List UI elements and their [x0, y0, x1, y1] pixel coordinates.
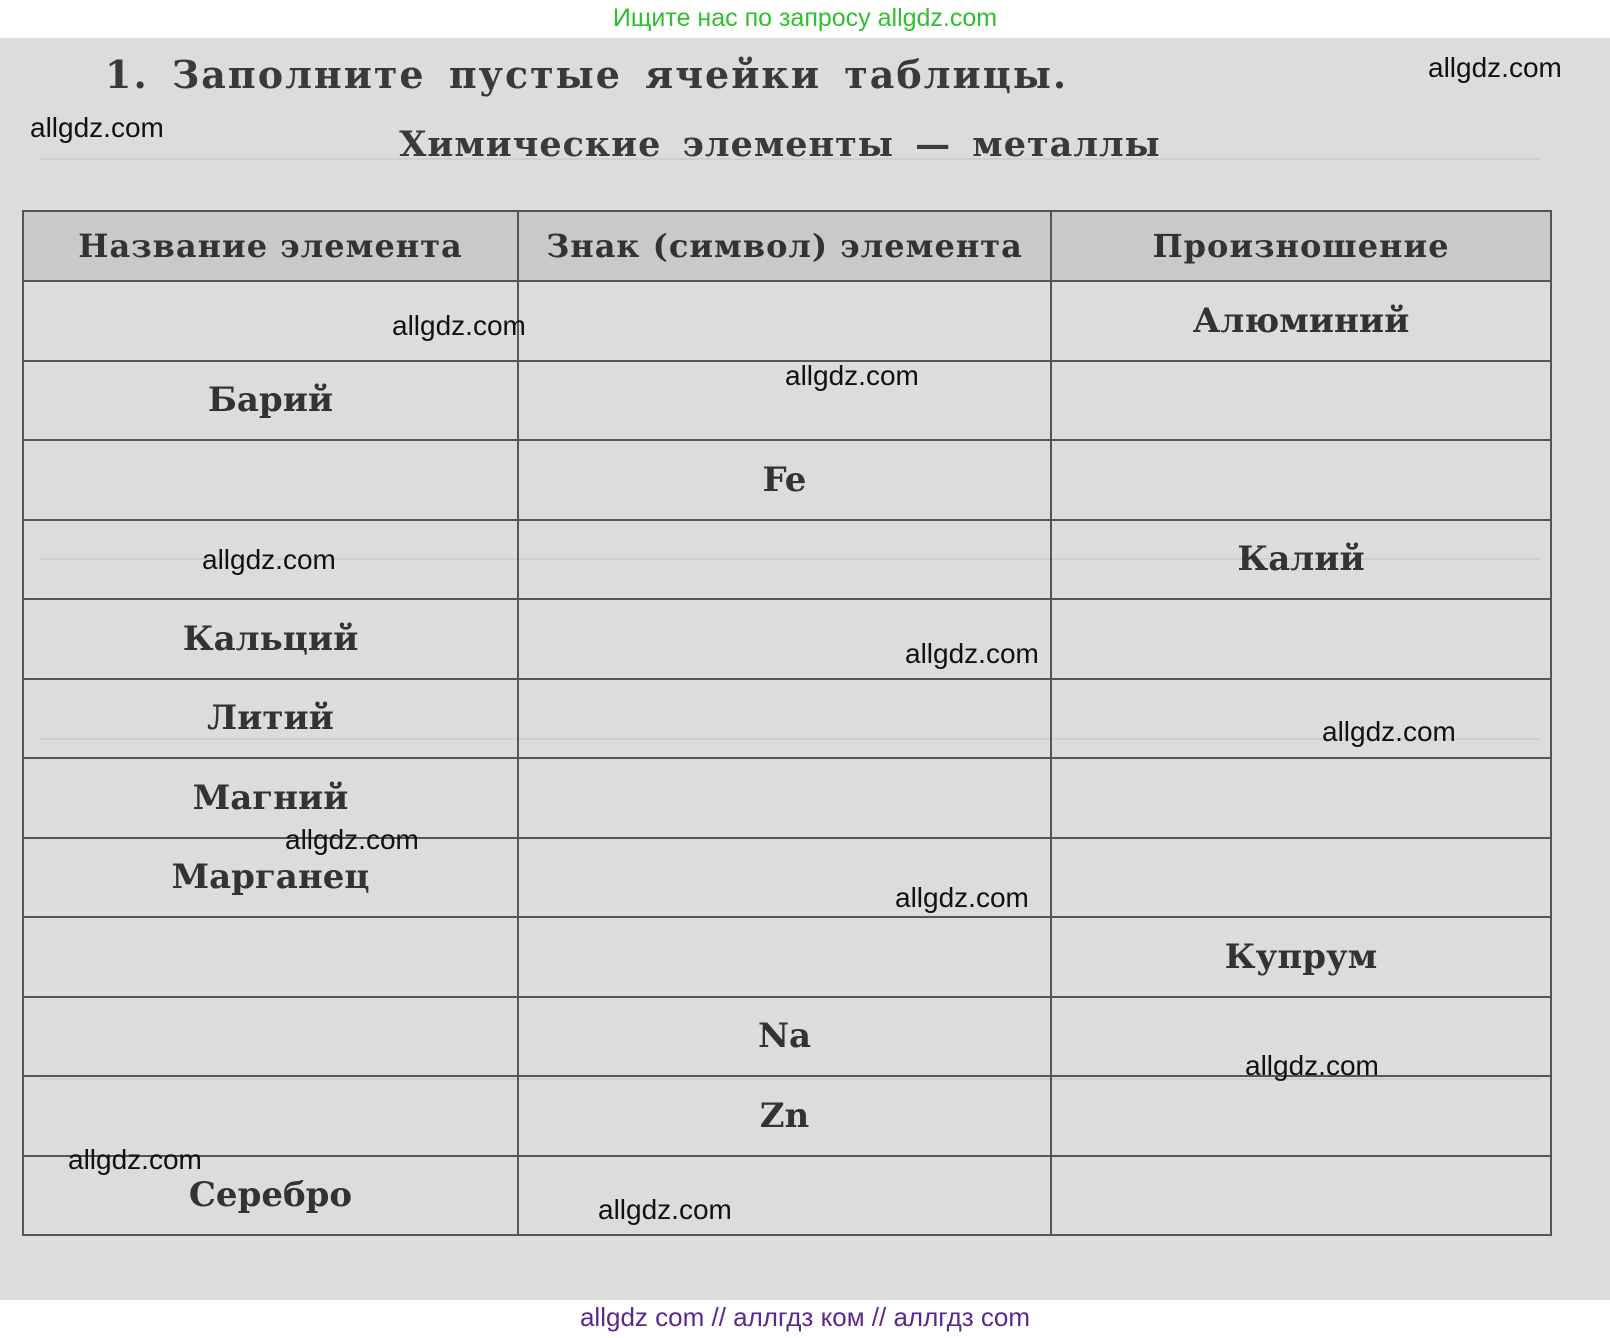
cell-pronunciation[interactable] — [1051, 838, 1551, 918]
cell-element-name: Барий — [23, 361, 518, 441]
watermark: allgdz.com — [392, 310, 526, 341]
watermark: allgdz.com — [598, 1194, 732, 1225]
bottom-banner[interactable]: allgdz com // аллгдз ком // аллгдз com — [0, 1300, 1610, 1338]
table-row — [23, 838, 1551, 918]
header-pronunciation: Произношение — [1051, 211, 1551, 281]
cell-element-symbol[interactable] — [518, 917, 1051, 997]
cell-element-name[interactable] — [23, 917, 518, 997]
cell-pronunciation[interactable] — [1051, 1156, 1551, 1236]
watermark: allgdz.com — [785, 360, 919, 391]
cell-element-name: Марганец — [23, 838, 518, 918]
task-heading: 1. Заполните пустые ячейки таблицы. — [105, 52, 1069, 97]
cell-element-symbol: Zn — [518, 1076, 1051, 1156]
table-header-row — [23, 211, 1551, 281]
cell-pronunciation[interactable] — [1051, 758, 1551, 838]
watermark: allgdz.com — [905, 638, 1039, 669]
cell-element-name: Кальций — [23, 599, 518, 679]
watermark: allgdz.com — [68, 1144, 202, 1175]
top-banner[interactable]: Ищите нас по запросу allgdz.com — [0, 0, 1610, 38]
header-element-symbol: Знак (символ) элемента — [518, 211, 1051, 281]
cell-element-symbol: Fe — [518, 440, 1051, 520]
cell-element-name[interactable] — [23, 440, 518, 520]
table-row — [23, 599, 1551, 679]
cell-pronunciation[interactable] — [1051, 1076, 1551, 1156]
cell-element-symbol[interactable] — [518, 520, 1051, 600]
cell-element-name: Магний — [23, 758, 518, 838]
cell-element-symbol[interactable] — [518, 281, 1051, 361]
table-row — [23, 281, 1551, 361]
cell-pronunciation: Алюминий — [1051, 281, 1551, 361]
cell-pronunciation[interactable] — [1051, 599, 1551, 679]
cell-pronunciation: Калий — [1051, 520, 1551, 600]
table-row — [23, 440, 1551, 520]
table-row — [23, 1076, 1551, 1156]
table-title: Химические элементы — металлы — [399, 124, 1161, 165]
table-row — [23, 917, 1551, 997]
watermark: allgdz.com — [285, 824, 419, 855]
watermark: allgdz.com — [1322, 716, 1456, 747]
cell-pronunciation[interactable] — [1051, 679, 1551, 759]
cell-element-name: Серебро — [23, 1156, 518, 1236]
textbook-page — [0, 38, 1610, 1300]
cell-element-name: Литий — [23, 679, 518, 759]
cell-pronunciation[interactable] — [1051, 361, 1551, 441]
cell-pronunciation[interactable] — [1051, 440, 1551, 520]
table-row — [23, 1156, 1551, 1236]
cell-element-symbol: Na — [518, 997, 1051, 1077]
cell-element-symbol[interactable] — [518, 758, 1051, 838]
watermark: allgdz.com — [202, 544, 336, 575]
cell-element-name[interactable] — [23, 997, 518, 1077]
watermark: allgdz.com — [30, 112, 164, 143]
table-row — [23, 758, 1551, 838]
watermark: allgdz.com — [1428, 52, 1562, 83]
header-element-name: Название элемента — [23, 211, 518, 281]
watermark: allgdz.com — [1245, 1050, 1379, 1081]
watermark: allgdz.com — [895, 882, 1029, 913]
cell-pronunciation: Купрум — [1051, 917, 1551, 997]
cell-element-symbol[interactable] — [518, 679, 1051, 759]
